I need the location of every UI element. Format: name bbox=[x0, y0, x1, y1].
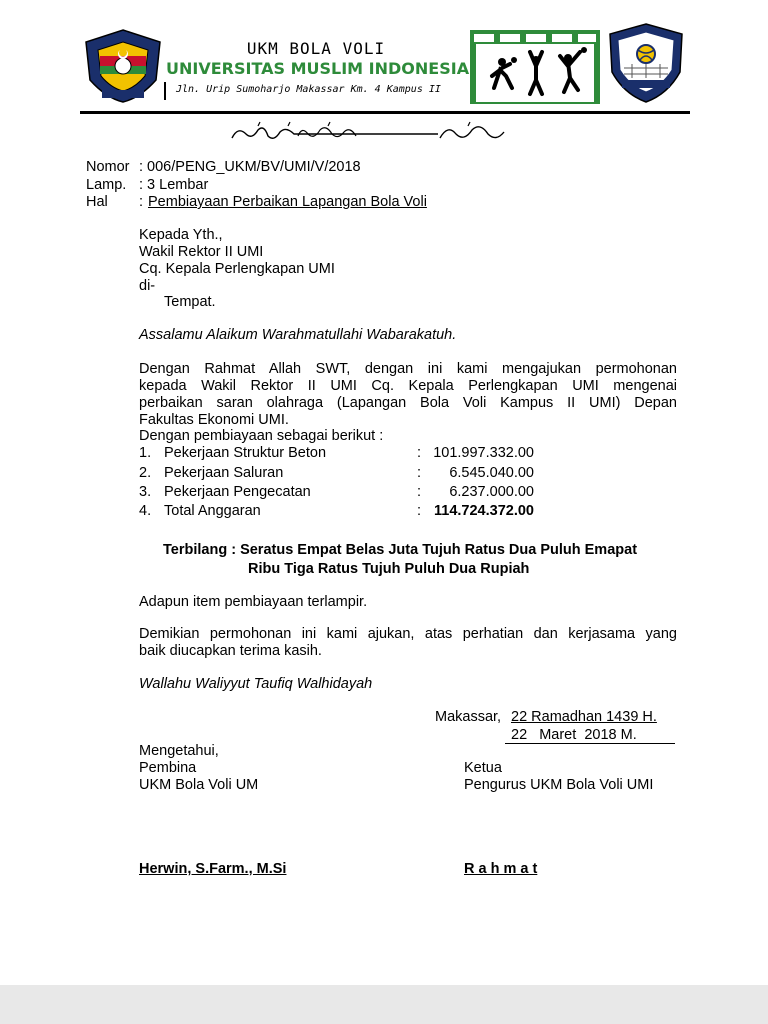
thanks-line-2: baik diucapkan terima kasih. bbox=[139, 643, 322, 659]
budget-amount: 6.237.000.00 bbox=[449, 484, 534, 500]
wallahu-line: Wallahu Waliyyut Taufiq Walhidayah bbox=[139, 676, 373, 692]
lamp-value: : 3 Lembar bbox=[139, 177, 209, 193]
left-role: Pembina bbox=[139, 760, 197, 776]
date-place: Makassar, bbox=[435, 709, 502, 725]
recipient-line-3: Cq. Kepala Perlengkapan UMI bbox=[139, 261, 335, 277]
paragraph-2: Dengan pembiayaan sebagai berikut : bbox=[139, 428, 384, 444]
budget-amount: 6.545.040.00 bbox=[449, 465, 534, 481]
greeting: Assalamu Alaikum Warahmatullahi Wabarakatuh. bbox=[139, 327, 457, 343]
header-address: Jln. Urip Sumoharjo Makassar Km. 4 Kampus II bbox=[176, 84, 441, 95]
date-underline bbox=[505, 743, 675, 744]
page-bottom-band bbox=[0, 985, 768, 1024]
right-role: Ketua bbox=[464, 760, 502, 776]
budget-num: 2. bbox=[139, 465, 152, 481]
right-org: Pengurus UKM Bola Voli UMI bbox=[464, 777, 654, 793]
hal-value: Pembiayaan Perbaikan Lapangan Bola Voli bbox=[148, 194, 427, 210]
budget-item: Total Anggaran bbox=[164, 503, 261, 519]
date-masehi: 22 Maret 2018 M. bbox=[511, 727, 637, 743]
budget-num: 3. bbox=[139, 484, 152, 500]
budget-num: 1. bbox=[139, 445, 152, 461]
paragraph-1-line-4: Fakultas Ekonomi UMI. bbox=[139, 412, 289, 428]
terbilang-line-2: Ribu Tiga Ratus Tujuh Puluh Dua Rupiah bbox=[248, 561, 530, 577]
hal-colon: : bbox=[139, 194, 144, 210]
left-signatory-name: Herwin, S.Farm., M.Si bbox=[139, 861, 287, 877]
paragraph-1-line-2: kepada Wakil Rektor II UMI Cq. Kepala Perlengkapan UMI mengenai bbox=[139, 378, 677, 394]
hal-label: Hal bbox=[86, 194, 108, 210]
paragraph-1-line-1: Dengan Rahmat Allah SWT, dengan ini kami mengajukan permohonan bbox=[139, 361, 677, 377]
header-title: UKM BOLA VOLI bbox=[246, 39, 386, 58]
budget-num: 4. bbox=[139, 503, 152, 519]
ukm-bola-voli-logo bbox=[606, 22, 686, 104]
budget-item: Pekerjaan Pengecatan bbox=[164, 484, 311, 500]
budget-colon: : bbox=[417, 503, 422, 519]
nomor-value: : 006/PENG_UKM/BV/UMI/V/2018 bbox=[139, 159, 361, 175]
right-signatory-name: R a h m a t bbox=[464, 861, 538, 877]
date-hijri: 22 Ramadhan 1439 H. bbox=[511, 709, 657, 725]
budget-colon: : bbox=[417, 465, 422, 481]
mengetahui-label: Mengetahui, bbox=[139, 743, 219, 759]
budget-item: Pekerjaan Struktur Beton bbox=[164, 445, 327, 461]
left-org: UKM Bola Voli UM bbox=[139, 777, 259, 793]
budget-total-amount: 114.724.372.00 bbox=[434, 503, 534, 519]
header-university: UNIVERSITAS MUSLIM INDONESIA bbox=[166, 59, 470, 78]
budget-item: Pekerjaan Saluran bbox=[164, 465, 284, 481]
budget-amount: 101.997.332.00 bbox=[433, 445, 534, 461]
recipient-line-5: Tempat. bbox=[164, 294, 216, 310]
nomor-label: Nomor bbox=[86, 159, 130, 175]
budget-colon: : bbox=[417, 484, 422, 500]
recipient-line-4: di- bbox=[139, 278, 156, 294]
volleyball-players-graphic bbox=[470, 30, 600, 104]
recipient-line-1: Kepada Yth., bbox=[139, 227, 223, 243]
paragraph-1-line-3: perbaikan saran olahraga (Lapangan Bola Voli Kampus II UMI) Depan bbox=[139, 395, 677, 411]
bismillah-calligraphy bbox=[228, 120, 508, 146]
lamp-label: Lamp. bbox=[86, 177, 127, 193]
address-bracket bbox=[164, 82, 166, 100]
budget-colon: : bbox=[417, 445, 422, 461]
thanks-line-1: Demikian permohonan ini kami ajukan, atas perhatian dan kerjasama yang bbox=[139, 626, 677, 642]
terbilang-line-1: Terbilang : Seratus Empat Belas Juta Tujuh Ratus Dua Puluh Emapat bbox=[163, 542, 638, 558]
recipient-line-2: Wakil Rektor II UMI bbox=[139, 244, 264, 260]
attachment-note: Adapun item pembiayaan terlampir. bbox=[139, 594, 368, 610]
header-rule bbox=[80, 111, 690, 114]
umi-logo bbox=[80, 28, 166, 104]
